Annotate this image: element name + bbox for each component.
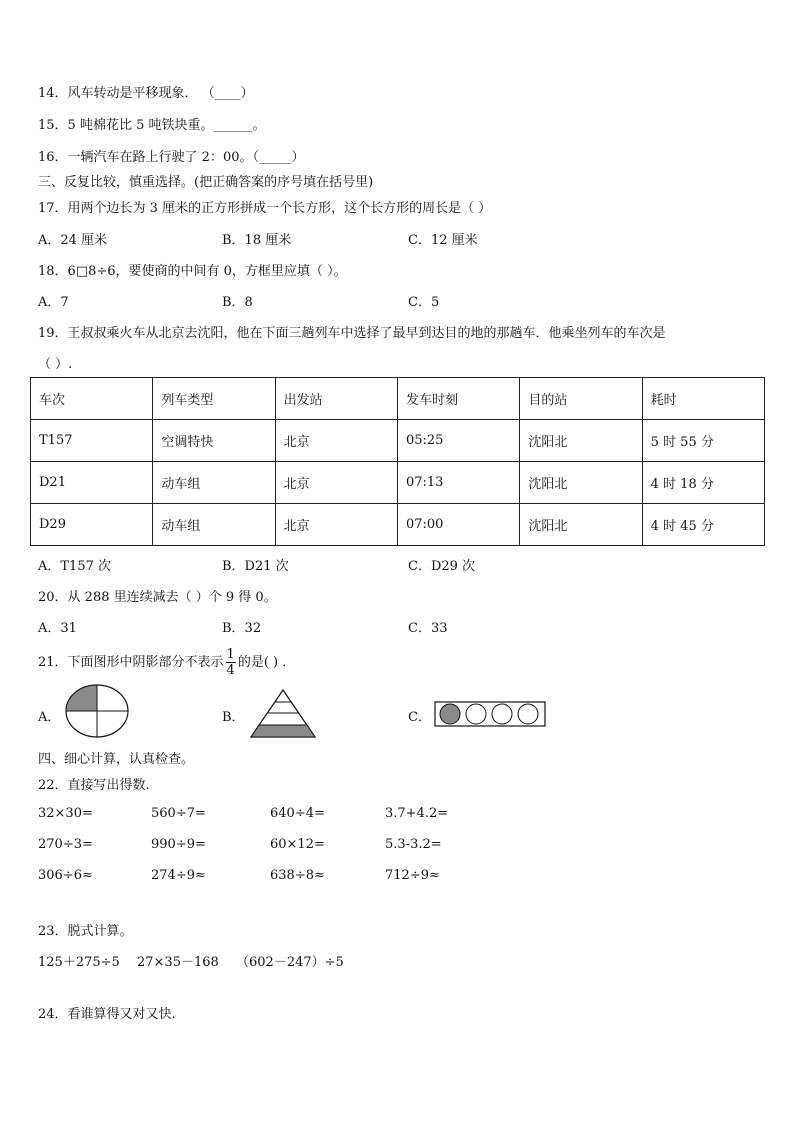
q20-option-b: B．32 <box>222 621 262 636</box>
question-19-line2: （ ）. <box>38 357 73 372</box>
table-cell: 4 时 18 分 <box>642 462 764 504</box>
calc-item: 125＋275÷5 <box>38 955 120 970</box>
train-table <box>30 377 765 546</box>
table-header-cell: 耗时 <box>642 378 764 420</box>
q18-option-b: B．8 <box>222 295 253 310</box>
question-15: 15．5 吨棉花比 5 吨铁块重。______。 <box>38 118 266 133</box>
q18-option-a: A．7 <box>38 295 69 310</box>
question-14: 14．风车转动是平移现象． （____） <box>38 86 254 101</box>
table-row <box>31 462 765 504</box>
q21-fraction <box>226 647 236 678</box>
q21-fraction-denominator: 4 <box>226 663 235 678</box>
question-24: 24．看谁算得又对又快. <box>38 1007 176 1022</box>
calc-item: 274÷9≈ <box>151 868 206 883</box>
table-header-cell: 列车类型 <box>153 378 275 420</box>
question-16: 16．一辆汽车在路上行驶了 2：00。（_____） <box>38 150 305 165</box>
q18-option-c: C．5 <box>408 295 440 310</box>
table-cell: 沈阳北 <box>520 420 642 462</box>
table-cell: D21 <box>31 462 153 504</box>
question-23: 23．脱式计算。 <box>38 924 133 939</box>
q17-option-b: B．18 厘米 <box>222 233 292 248</box>
table-cell: 北京 <box>275 504 397 546</box>
table-cell: 4 时 45 分 <box>642 504 764 546</box>
q21-option-a-label: A． <box>38 710 61 725</box>
table-cell: 沈阳北 <box>520 504 642 546</box>
table-cell: D29 <box>31 504 153 546</box>
section-3-heading: 三、反复比较，慎重选择。(把正确答案的序号填在括号里) <box>38 175 374 190</box>
calc-item: 640÷4= <box>270 806 325 821</box>
calc-item: 638÷8≈ <box>270 868 325 883</box>
q20-option-c: C．33 <box>408 621 448 636</box>
q19-option-c: C．D29 次 <box>408 559 476 574</box>
q21-option-a-circle-figure <box>64 683 130 739</box>
calc-item: 60×12= <box>270 837 325 852</box>
question-18: 18．6□8÷6，要使商的中间有 0，方框里应填（ ）。 <box>38 264 347 279</box>
table-cell: 北京 <box>275 420 397 462</box>
calc-item: 712÷9≈ <box>385 868 440 883</box>
question-17: 17．用两个边长为 3 厘米的正方形拼成一个长方形，这个长方形的周长是（ ） <box>38 201 492 216</box>
table-cell: 05:25 <box>397 420 519 462</box>
question-20: 20．从 288 里连续减去（ ）个 9 得 0。 <box>38 590 277 605</box>
q21-text-before: 21．下面图形中阴影部分不表示 <box>38 655 224 670</box>
q20-option-a: A．31 <box>38 621 77 636</box>
q21-text-after: 的是( ) ． <box>237 655 296 670</box>
table-cell: 07:00 <box>397 504 519 546</box>
calc-item: 990÷9= <box>151 837 206 852</box>
table-cell: 北京 <box>275 462 397 504</box>
table-cell: 5 时 55 分 <box>642 420 764 462</box>
q21-option-c-label: C． <box>408 710 431 725</box>
calc-item: 27×35－168 <box>137 955 219 970</box>
table-header-cell: 车次 <box>31 378 153 420</box>
table-cell: 沈阳北 <box>520 462 642 504</box>
q21-option-c-circles-figure <box>434 701 546 727</box>
table-row <box>31 504 765 546</box>
table-cell: 07:13 <box>397 462 519 504</box>
q21-option-b-label: B． <box>222 710 245 725</box>
table-cell: 空调特快 <box>153 420 275 462</box>
table-header-cell: 发车时刻 <box>397 378 519 420</box>
q19-option-a: A．T157 次 <box>38 559 112 574</box>
calc-item: 3.7+4.2= <box>385 806 449 821</box>
table-header-cell: 目的站 <box>520 378 642 420</box>
table-cell: T157 <box>31 420 153 462</box>
q19-option-b: B．D21 次 <box>222 559 289 574</box>
calc-item: 306÷6≈ <box>38 868 93 883</box>
table-cell: 动车组 <box>153 462 275 504</box>
calc-item: 560÷7= <box>151 806 206 821</box>
question-22: 22．直接写出得数. <box>38 778 150 793</box>
table-header-row <box>31 378 765 420</box>
question-19-line1: 19．王叔叔乘火车从北京去沈阳，他在下面三趟列车中选择了最早到达目的地的那趟车．他乘坐列车的车次是 <box>38 326 666 341</box>
question-21 <box>38 646 295 680</box>
q21-fraction-numerator: 1 <box>226 647 235 662</box>
q17-option-a: A．24 厘米 <box>38 233 108 248</box>
calc-item: 32×30= <box>38 806 93 821</box>
q17-option-c: C．12 厘米 <box>408 233 478 248</box>
table-header-cell: 出发站 <box>275 378 397 420</box>
q21-option-b-triangle-figure <box>250 688 316 740</box>
section-4-heading: 四、细心计算，认真检查。 <box>38 752 195 767</box>
calc-item: （602－247）÷5 <box>236 955 344 970</box>
table-row <box>31 420 765 462</box>
calc-item: 5.3-3.2= <box>385 837 442 852</box>
table-cell: 动车组 <box>153 504 275 546</box>
calc-item: 270÷3= <box>38 837 93 852</box>
